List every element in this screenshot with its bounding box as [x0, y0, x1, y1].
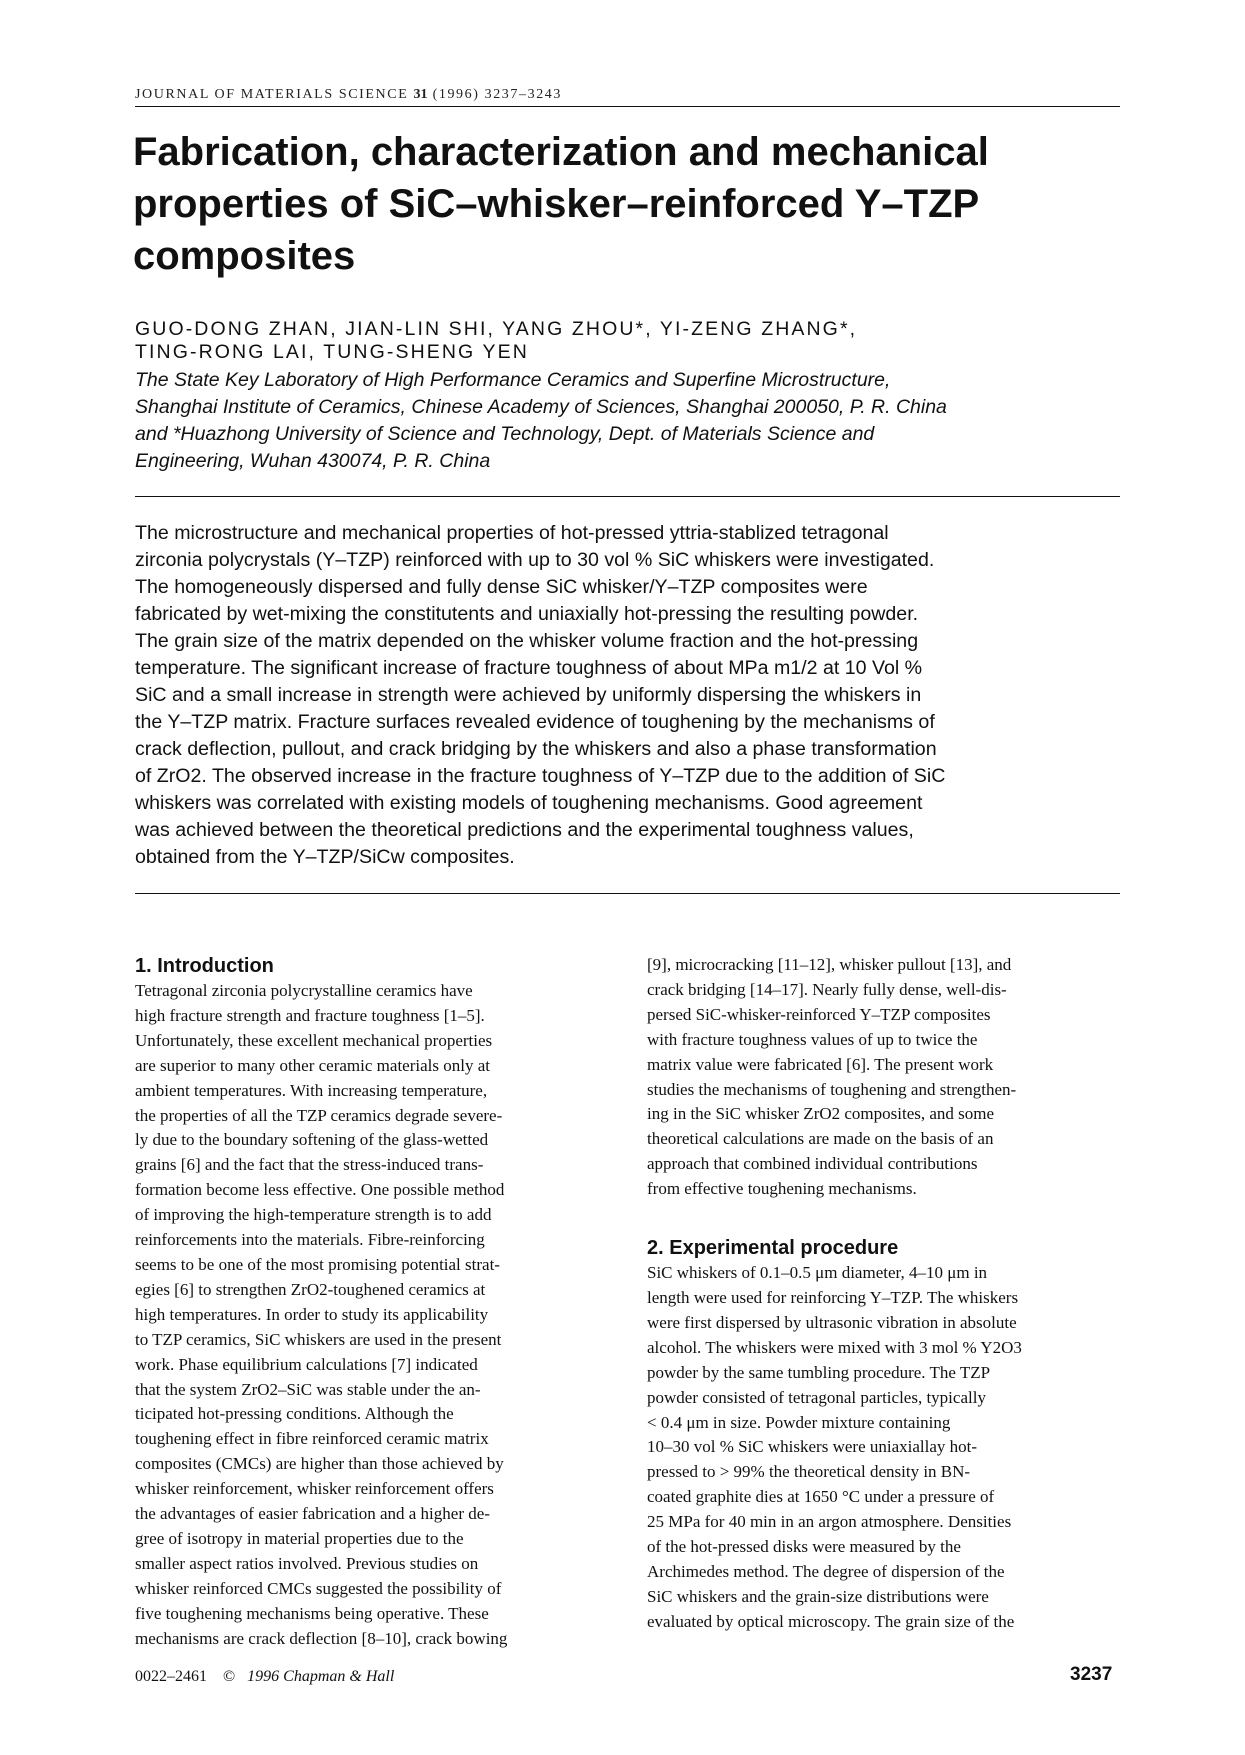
abstract-line: the Y–TZP matrix. Fracture surfaces revealed evidence of toughening by the mechanisms of — [135, 711, 935, 733]
paper-title — [133, 126, 1083, 282]
body-line: to TZP ceramics, SiC whiskers are used in the present — [135, 1329, 502, 1349]
body-line: crack bridging [14–17]. Nearly fully dense, well-dis- — [647, 979, 1007, 999]
journal-name: JOURNAL OF MATERIALS SCIENCE — [135, 87, 409, 102]
body-line: seems to be one of the most promising potential strat- — [135, 1254, 500, 1274]
abstract-line: zirconia polycrystals (Y–TZP) reinforced with up to 30 vol % SiC whiskers were investigated. — [135, 549, 935, 571]
body-line: 10–30 vol % SiC whiskers were uniaxiallay hot- — [647, 1437, 978, 1457]
body-line: formation become less effective. One possible method — [135, 1180, 505, 1200]
body-line: SiC whiskers and the grain-size distributions were — [647, 1586, 989, 1606]
body-line: alcohol. The whiskers were mixed with 3 mol % Y2O3 — [647, 1337, 1022, 1357]
body-line: with fracture toughness values of up to twice the — [647, 1029, 978, 1049]
abstract-line: The homogeneously dispersed and fully dense SiC whisker/Y–TZP composites were — [135, 576, 868, 598]
section-heading-experimental: 2. Experimental procedure — [647, 1237, 899, 1260]
journal-header — [135, 87, 1120, 107]
abstract-line: whiskers was correlated with existing models of toughening mechanisms. Good agreement — [135, 792, 923, 814]
issn: 0022–2461 — [135, 1668, 207, 1685]
body-line: SiC whiskers of 0.1–0.5 μm diameter, 4–10 μm in — [647, 1263, 988, 1283]
left-column — [135, 953, 613, 1651]
footer-copyright — [135, 1668, 394, 1686]
body-line: of improving the high-temperature strength is to add — [135, 1205, 492, 1225]
body-line: matrix value were fabricated [6]. The present work — [647, 1054, 994, 1074]
title-line: composites — [133, 234, 356, 278]
abstract-line: SiC and a small increase in strength were achieved by uniformly dispersing the whiskers in — [135, 684, 922, 706]
abstract-line: temperature. The significant increase of fracture toughness of about MPa m1/2 at 10 Vol % — [135, 657, 923, 679]
body-line: gree of isotropy in material properties due to the — [135, 1528, 464, 1548]
authors-line: TING-RONG LAI, TUNG-SHENG YEN — [135, 341, 529, 363]
abstract-line: obtained from the Y–TZP/SiCw composites. — [135, 846, 515, 868]
body-line: ticipated hot-pressing conditions. Although the — [135, 1404, 454, 1424]
body-line: 25 MPa for 40 min in an argon atmosphere. Densities — [647, 1512, 1012, 1532]
divider-top — [135, 496, 1120, 497]
journal-year-pages: (1996) 3237–3243 — [432, 87, 563, 102]
body-line: persed SiC-whisker-reinforced Y–TZP composites — [647, 1004, 991, 1024]
abstract-line: The microstructure and mechanical properties of hot-pressed yttria-stablized tetragonal — [135, 522, 889, 544]
body-line: five toughening mechanisms being operative. These — [135, 1603, 489, 1623]
body-line: ing in the SiC whisker ZrO2 composites, and some — [647, 1104, 995, 1124]
body-line: composites (CMCs) are higher than those achieved by — [135, 1454, 504, 1474]
body-line: mechanisms are crack deflection [8–10], crack bowing — [135, 1628, 508, 1648]
body-line: ambient temperatures. With increasing temperature, — [135, 1080, 488, 1100]
body-line: ly due to the boundary softening of the glass-wetted — [135, 1130, 489, 1150]
body-line: of the hot-pressed disks were measured by the — [647, 1537, 961, 1557]
body-line: [9], microcracking [11–12], whisker pullout [13], and — [647, 955, 1012, 974]
abstract — [135, 520, 1125, 871]
body-line: the properties of all the TZP ceramics degrade severe- — [135, 1105, 503, 1125]
body-line: were first dispersed by ultrasonic vibration in absolute — [647, 1312, 1017, 1332]
body-line: Archimedes method. The degree of dispersion of the — [647, 1561, 1005, 1581]
body-line: from effective toughening mechanisms. — [647, 1179, 917, 1199]
body-line: evaluated by optical microscopy. The grain size of the — [647, 1611, 1015, 1631]
author-list — [135, 318, 1120, 364]
body-line: are superior to many other ceramic materials only at — [135, 1055, 490, 1075]
body-line: powder consisted of tetragonal particles, typically — [647, 1387, 986, 1407]
affiliation-line: Shanghai Institute of Ceramics, Chinese Academy of Sciences, Shanghai 200050, P. R. China — [135, 396, 947, 418]
body-line: coated graphite dies at 1650 °C under a pressure of — [647, 1487, 995, 1507]
abstract-line: crack deflection, pullout, and crack bridging by the whiskers and also a phase transformation — [135, 738, 937, 760]
body-line: that the system ZrO2–SiC was stable under the an- — [135, 1379, 481, 1399]
title-line: Fabrication, characterization and mechanical — [133, 130, 989, 174]
divider-bottom — [135, 893, 1120, 894]
body-line: pressed to > 99% the theoretical density in BN- — [647, 1462, 971, 1482]
affiliation-line: Engineering, Wuhan 430074, P. R. China — [135, 450, 491, 472]
body-line: high fracture strength and fracture toughness [1–5]. — [135, 1005, 485, 1025]
body-line: high temperatures. In order to study its applicability — [135, 1304, 489, 1324]
copyright-icon: © — [223, 1668, 236, 1685]
body-line: work. Phase equilibrium calculations [7] indicated — [135, 1354, 478, 1374]
body-line: whisker reinforced CMCs suggested the possibility of — [135, 1578, 502, 1598]
body-line: approach that combined individual contributions — [647, 1154, 978, 1174]
page-number: 3237 — [1070, 1664, 1113, 1685]
body-line: Unfortunately, these excellent mechanical properties — [135, 1030, 493, 1050]
body-line: Tetragonal zirconia polycrystalline ceramics have — [135, 981, 473, 1000]
body-line: grains [6] and the fact that the stress-induced trans- — [135, 1155, 484, 1175]
body-line: < 0.4 μm in size. Powder mixture containing — [647, 1412, 951, 1432]
body-line: reinforcements into the materials. Fibre-reinforcing — [135, 1230, 485, 1250]
affiliation — [135, 367, 1125, 475]
body-line: toughening effect in fibre reinforced ceramic matrix — [135, 1429, 489, 1449]
abstract-line: The grain size of the matrix depended on the whisker volume fraction and the hot-pressing — [135, 630, 919, 652]
body-line: powder by the same tumbling procedure. The TZP — [647, 1362, 991, 1382]
authors-line: GUO-DONG ZHAN, JIAN-LIN SHI, YANG ZHOU*, YI-ZENG ZHANG*, — [135, 318, 858, 340]
body-line: whisker reinforcement, whisker reinforcement offers — [135, 1479, 494, 1499]
body-line: egies [6] to strengthen ZrO2-toughened ceramics at — [135, 1279, 486, 1299]
body-line: theoretical calculations are made on the basis of an — [647, 1129, 994, 1149]
abstract-line: of ZrO2. The observed increase in the fracture toughness of Y–TZP due to the addition of SiC — [135, 765, 946, 787]
title-line: properties of SiC–whisker–reinforced Y–TZP — [133, 182, 980, 226]
affiliation-line: The State Key Laboratory of High Performance Ceramics and Superfine Microstructure, — [135, 369, 891, 391]
abstract-line: fabricated by wet-mixing the constitutents and uniaxially hot-pressing the resulting powder. — [135, 603, 919, 625]
body-line: length were used for reinforcing Y–TZP. The whiskers — [647, 1287, 1019, 1307]
publisher: 1996 Chapman & Hall — [247, 1668, 395, 1685]
affiliation-line: and *Huazhong University of Science and Technology, Dept. of Materials Science and — [135, 423, 875, 445]
right-column — [647, 953, 1125, 1635]
body-line: smaller aspect ratios involved. Previous studies on — [135, 1553, 479, 1573]
section-heading-introduction: 1. Introduction — [135, 955, 274, 977]
abstract-line: was achieved between the theoretical predictions and the experimental toughness values, — [135, 819, 914, 841]
body-line: the advantages of easier fabrication and a higher de- — [135, 1504, 490, 1524]
journal-volume: 31 — [413, 87, 428, 102]
body-line: studies the mechanisms of toughening and strengthen- — [647, 1079, 1017, 1099]
